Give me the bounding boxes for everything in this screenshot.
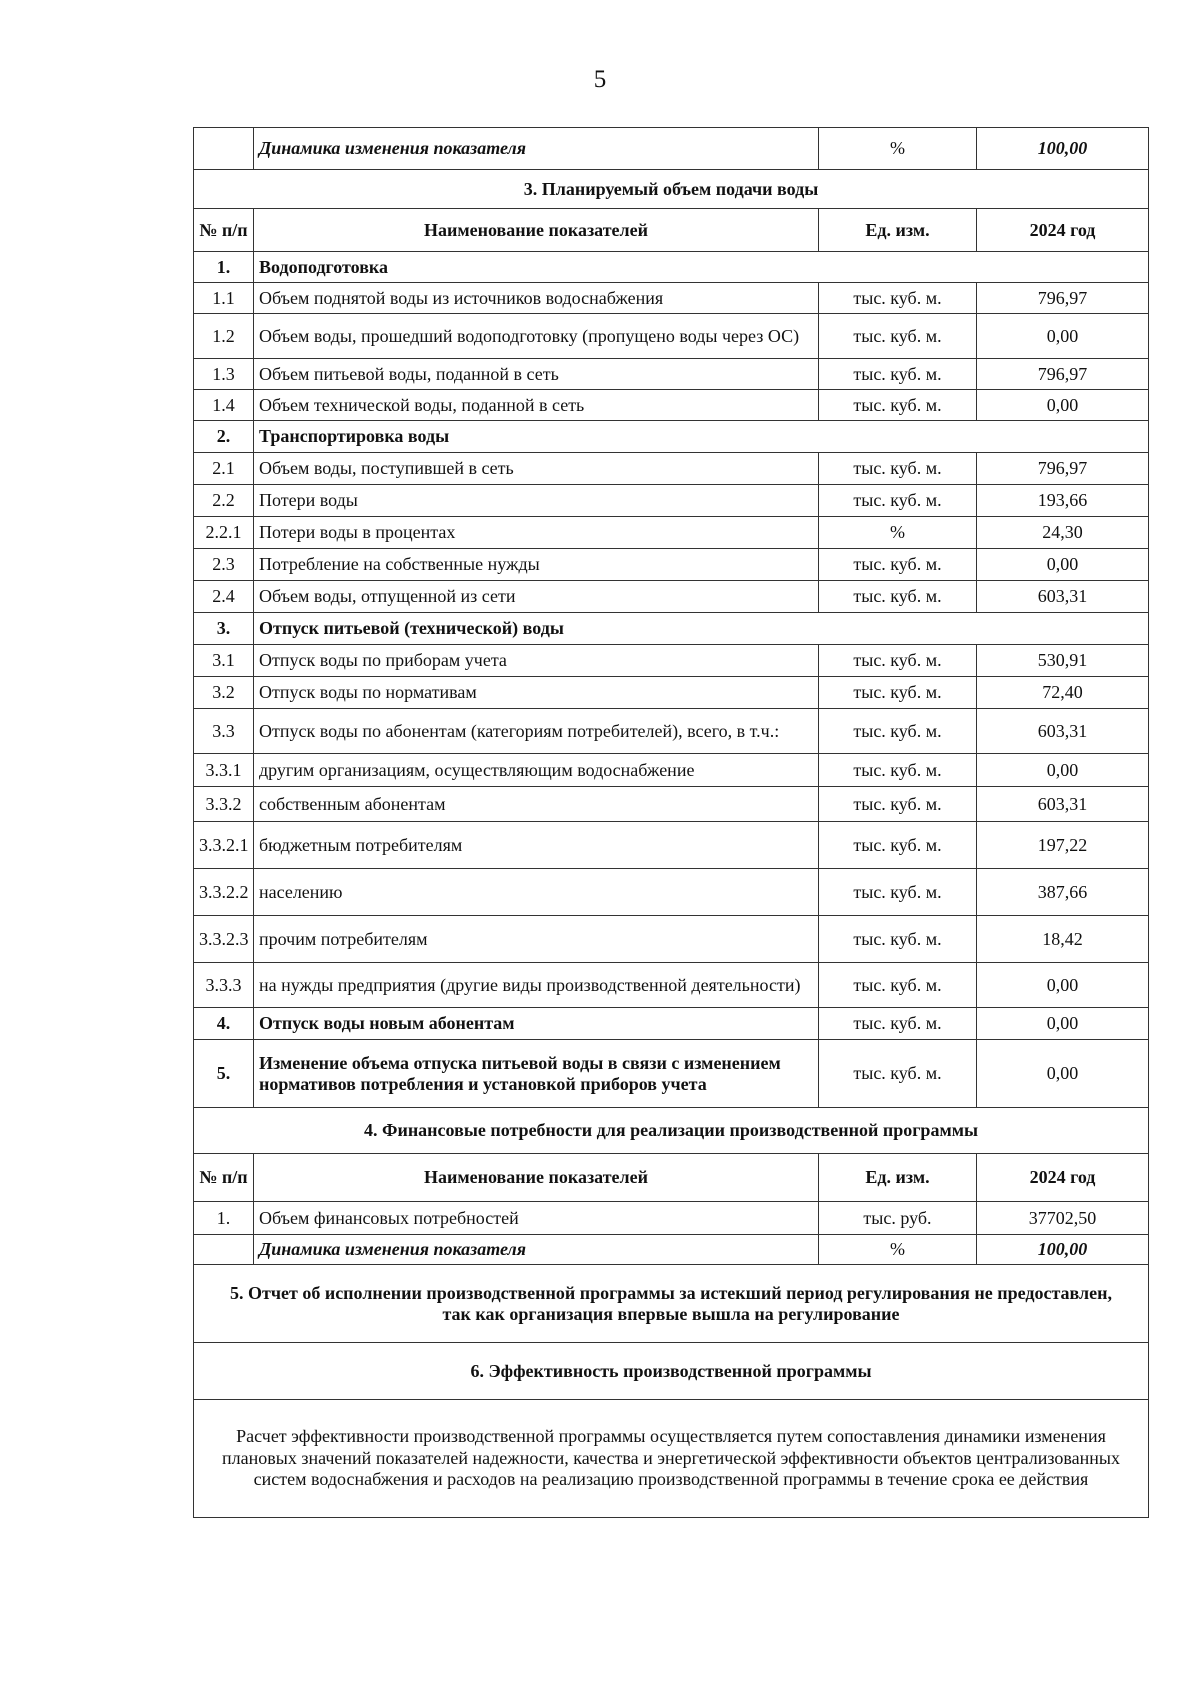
row-unit: тыс. куб. м. (819, 283, 977, 314)
row-num: 3.3.3 (194, 963, 254, 1008)
section4-title-row (194, 1108, 1149, 1154)
row-value: 37702,50 (977, 1202, 1149, 1235)
header-year: 2024 год (977, 209, 1149, 252)
group-name: Транспортировка воды (254, 421, 1149, 453)
group-name: Водоподготовка (254, 252, 1149, 283)
dynamics-label: Динамика изменения показателя (254, 1235, 819, 1265)
table-row (194, 677, 1149, 709)
header-unit: Ед. изм. (819, 209, 977, 252)
table-row (194, 581, 1149, 613)
row-value: 0,00 (977, 390, 1149, 421)
row-name: Отпуск воды новым абонентам (254, 1008, 819, 1040)
row-unit: тыс. куб. м. (819, 645, 977, 677)
row-num: 3.3.2.3 (194, 916, 254, 963)
row-unit: тыс. руб. (819, 1202, 977, 1235)
row-name: Объем питьевой воды, поданной в сеть (254, 359, 819, 390)
row-value: 0,00 (977, 1040, 1149, 1108)
section5-row (194, 1265, 1149, 1343)
row-value: 603,31 (977, 709, 1149, 754)
row-name: другим организациям, осуществляющим водоснабжение (254, 754, 819, 787)
dynamics-label: Динамика изменения показателя (254, 128, 819, 170)
row-num: 1.1 (194, 283, 254, 314)
section3-title-row (194, 170, 1149, 209)
section5-title: 5. Отчет об исполнении производственной программы за истекший период регулирования не предоставлен, так как организация впервые вышла на регулирование (194, 1265, 1149, 1343)
table-row (194, 822, 1149, 869)
table-row (194, 709, 1149, 754)
row-unit: тыс. куб. м. (819, 709, 977, 754)
row-unit: тыс. куб. м. (819, 453, 977, 485)
row-num: 3.2 (194, 677, 254, 709)
row-unit: тыс. куб. м. (819, 549, 977, 581)
row-unit: тыс. куб. м. (819, 390, 977, 421)
header-unit: Ед. изм. (819, 1154, 977, 1202)
row-unit: тыс. куб. м. (819, 1040, 977, 1108)
row-name: на нужды предприятия (другие виды производственной деятельности) (254, 963, 819, 1008)
group-name: Отпуск питьевой (технической) воды (254, 613, 1149, 645)
empty-cell (194, 1235, 254, 1265)
row-value: 0,00 (977, 754, 1149, 787)
section6-title-row (194, 1343, 1149, 1400)
row-unit: тыс. куб. м. (819, 754, 977, 787)
group-num: 1. (194, 252, 254, 283)
section6-text: Расчет эффективности производственной программы осуществляется путем сопоставления динамики изменения плановых значений показателей надежности, качества и энергетической эффективности объектов централизованных систем водоснабжения и расходов на реализацию производственной программы в течение срока ее действия (194, 1400, 1149, 1518)
row-name: Объем технической воды, поданной в сеть (254, 390, 819, 421)
row-num: 2.3 (194, 549, 254, 581)
row-num: 1.3 (194, 359, 254, 390)
header-num: № п/п (194, 1154, 254, 1202)
table-row (194, 1008, 1149, 1040)
row-unit: тыс. куб. м. (819, 314, 977, 359)
row-num: 3.3.1 (194, 754, 254, 787)
row-num: 1.4 (194, 390, 254, 421)
group-num: 2. (194, 421, 254, 453)
header-name: Наименование показателей (254, 209, 819, 252)
row-num: 3.1 (194, 645, 254, 677)
row-value: 18,42 (977, 916, 1149, 963)
row-value: 0,00 (977, 1008, 1149, 1040)
row-name: прочим потребителям (254, 916, 819, 963)
table-row (194, 645, 1149, 677)
header-year: 2024 год (977, 1154, 1149, 1202)
row-value: 796,97 (977, 283, 1149, 314)
group-row (194, 421, 1149, 453)
row-name: Отпуск воды по абонентам (категориям потребителей), всего, в т.ч.: (254, 709, 819, 754)
section6-text-row (194, 1400, 1149, 1518)
row-num: 2.2 (194, 485, 254, 517)
row-value: 0,00 (977, 963, 1149, 1008)
table-row (194, 283, 1149, 314)
row-value: 796,97 (977, 453, 1149, 485)
row-unit: тыс. куб. м. (819, 916, 977, 963)
header-name: Наименование показателей (254, 1154, 819, 1202)
row-num: 5. (194, 1040, 254, 1108)
row-value: 530,91 (977, 645, 1149, 677)
dynamics-value: 100,00 (977, 1235, 1149, 1265)
row-unit: тыс. куб. м. (819, 822, 977, 869)
section3-header-row (194, 209, 1149, 252)
row-num: 2.1 (194, 453, 254, 485)
row-value: 0,00 (977, 314, 1149, 359)
table-row (194, 390, 1149, 421)
row-value: 24,30 (977, 517, 1149, 549)
row-name: бюджетным потребителям (254, 822, 819, 869)
row-unit: тыс. куб. м. (819, 787, 977, 822)
row-unit: тыс. куб. м. (819, 581, 977, 613)
row-num: 3.3.2 (194, 787, 254, 822)
table-row (194, 963, 1149, 1008)
row-num: 4. (194, 1008, 254, 1040)
row-num: 1. (194, 1202, 254, 1235)
empty-cell (194, 128, 254, 170)
row-name: Объем поднятой воды из источников водоснабжения (254, 283, 819, 314)
table-row (194, 1202, 1149, 1235)
table-row (194, 1040, 1149, 1108)
dynamics-row (194, 1235, 1149, 1265)
table-row (194, 517, 1149, 549)
dynamics-unit: % (819, 128, 977, 170)
row-value: 603,31 (977, 581, 1149, 613)
row-unit: тыс. куб. м. (819, 1008, 977, 1040)
section3-title: 3. Планируемый объем подачи воды (194, 170, 1149, 209)
table-row (194, 754, 1149, 787)
group-row (194, 613, 1149, 645)
table-row (194, 916, 1149, 963)
row-name: Потери воды (254, 485, 819, 517)
dynamics-value: 100,00 (977, 128, 1149, 170)
row-value: 0,00 (977, 549, 1149, 581)
row-unit: тыс. куб. м. (819, 359, 977, 390)
row-name: Объем воды, прошедший водоподготовку (пропущено воды через ОС) (254, 314, 819, 359)
program-table (193, 127, 1149, 1518)
row-name: населению (254, 869, 819, 916)
row-unit: тыс. куб. м. (819, 963, 977, 1008)
row-num: 3.3.2.2 (194, 869, 254, 916)
row-num: 2.4 (194, 581, 254, 613)
table-row (194, 314, 1149, 359)
row-name: Изменение объема отпуска питьевой воды в связи с изменением нормативов потребления и установкой приборов учета (254, 1040, 819, 1108)
dynamics-unit: % (819, 1235, 977, 1265)
row-name: Потребление на собственные нужды (254, 549, 819, 581)
section6-title: 6. Эффективность производственной программы (194, 1343, 1149, 1400)
row-name: Объем финансовых потребностей (254, 1202, 819, 1235)
table-row (194, 453, 1149, 485)
row-unit: % (819, 517, 977, 549)
table-row (194, 549, 1149, 581)
group-num: 3. (194, 613, 254, 645)
row-value: 796,97 (977, 359, 1149, 390)
table-row (194, 787, 1149, 822)
row-value: 197,22 (977, 822, 1149, 869)
dynamics-row-top (194, 128, 1149, 170)
page-number: 5 (593, 66, 607, 93)
row-name: собственным абонентам (254, 787, 819, 822)
table-row (194, 869, 1149, 916)
row-name: Объем воды, отпущенной из сети (254, 581, 819, 613)
row-num: 1.2 (194, 314, 254, 359)
row-name: Объем воды, поступившей в сеть (254, 453, 819, 485)
row-value: 72,40 (977, 677, 1149, 709)
row-value: 603,31 (977, 787, 1149, 822)
table-row (194, 359, 1149, 390)
row-name: Потери воды в процентах (254, 517, 819, 549)
group-row (194, 252, 1149, 283)
section4-title: 4. Финансовые потребности для реализации производственной программы (194, 1108, 1149, 1154)
row-value: 193,66 (977, 485, 1149, 517)
row-unit: тыс. куб. м. (819, 485, 977, 517)
row-name: Отпуск воды по нормативам (254, 677, 819, 709)
table-row (194, 485, 1149, 517)
row-num: 3.3.2.1 (194, 822, 254, 869)
row-name: Отпуск воды по приборам учета (254, 645, 819, 677)
row-unit: тыс. куб. м. (819, 677, 977, 709)
header-num: № п/п (194, 209, 254, 252)
row-num: 2.2.1 (194, 517, 254, 549)
row-unit: тыс. куб. м. (819, 869, 977, 916)
section4-header-row (194, 1154, 1149, 1202)
row-num: 3.3 (194, 709, 254, 754)
row-value: 387,66 (977, 869, 1149, 916)
